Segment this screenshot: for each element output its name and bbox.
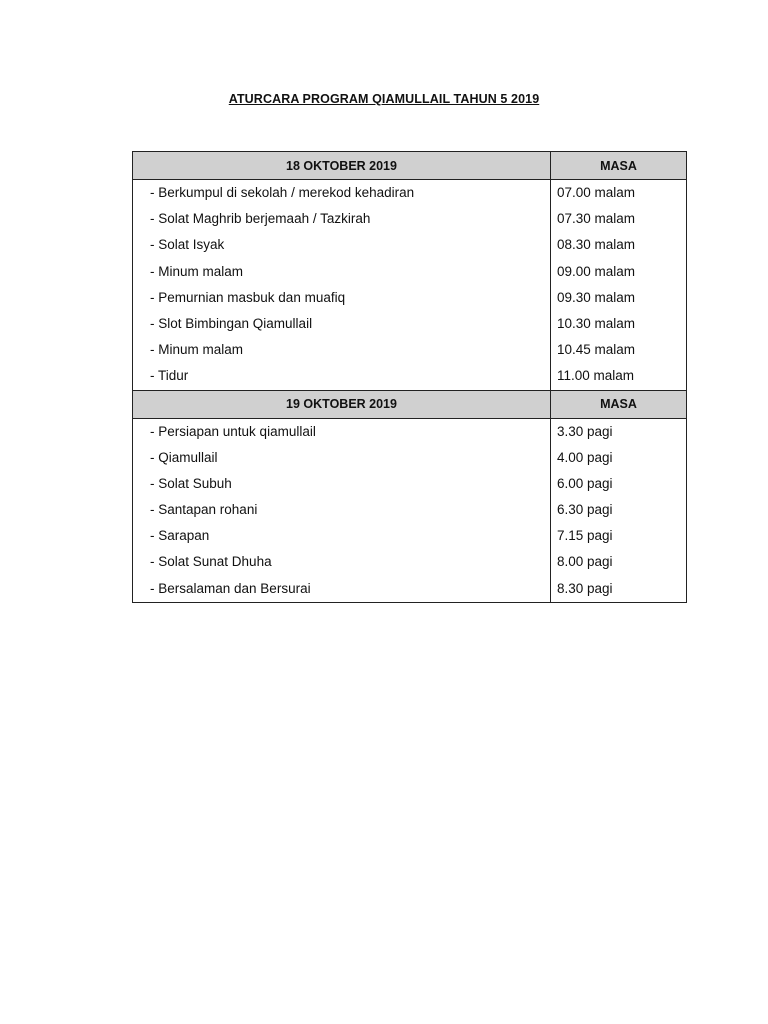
time-item: 8.00 pagi [557, 554, 613, 570]
time-item: 09.30 malam [557, 289, 636, 305]
activity-item: - Berkumpul di sekolah / merekod kehadiran [150, 185, 415, 200]
activity-item: - Minum malam [150, 342, 244, 358]
time-item: 7.15 pagi [557, 528, 613, 544]
activity-item: - Minum malam [150, 263, 244, 279]
activity-item: - Pemurnian masbuk dan muafiq [150, 289, 346, 305]
day-1-header-row [133, 152, 687, 180]
day-2-header-row [133, 390, 687, 418]
schedule-table [132, 151, 687, 603]
time-item: 6.00 pagi [557, 475, 613, 491]
time-item: 4.00 pagi [557, 449, 613, 465]
time-item: 09.00 malam [557, 263, 636, 279]
time-item: 10.45 malam [557, 342, 636, 358]
day-1-date-header: 18 OKTOBER 2019 [133, 152, 551, 180]
day-2-time-header: MASA [551, 390, 687, 418]
time-item: 07.30 malam [557, 211, 636, 227]
activity-item: - Santapan rohani [150, 502, 258, 518]
day-2-body-row [133, 418, 687, 602]
day-2-date-header: 19 OKTOBER 2019 [133, 390, 551, 418]
activity-item: - Solat Sunat Dhuha [150, 554, 272, 570]
activity-item: - Sarapan [150, 528, 210, 544]
day-2-times [551, 418, 687, 602]
activity-item: - Solat Maghrib berjemaah / Tazkirah [150, 211, 371, 227]
activity-item: - Solat Isyak [150, 237, 225, 253]
activity-item: - Slot Bimbingan Qiamullail [150, 315, 313, 331]
activity-item: - Tidur [150, 368, 189, 384]
day-2-activities [133, 418, 551, 602]
time-item: 3.30 pagi [557, 423, 613, 439]
day-1-body-row [133, 180, 687, 391]
time-item: 6.30 pagi [557, 502, 613, 518]
day-1-times [551, 180, 687, 391]
activity-item: - Solat Subuh [150, 475, 232, 491]
time-item: 07.00 malam [557, 185, 636, 200]
day-1-activities [133, 180, 551, 391]
time-item: 10.30 malam [557, 315, 636, 331]
day-1-time-header: MASA [551, 152, 687, 180]
document-title: ATURCARA PROGRAM QIAMULLAIL TAHUN 5 2019 [228, 92, 540, 106]
activity-item: - Persiapan untuk qiamullail [150, 423, 316, 439]
time-item: 08.30 malam [557, 237, 636, 253]
time-item: 8.30 pagi [557, 580, 613, 596]
time-item: 11.00 malam [557, 368, 635, 384]
activity-item: - Bersalaman dan Bersurai [150, 580, 311, 596]
activity-item: - Qiamullail [150, 449, 218, 465]
